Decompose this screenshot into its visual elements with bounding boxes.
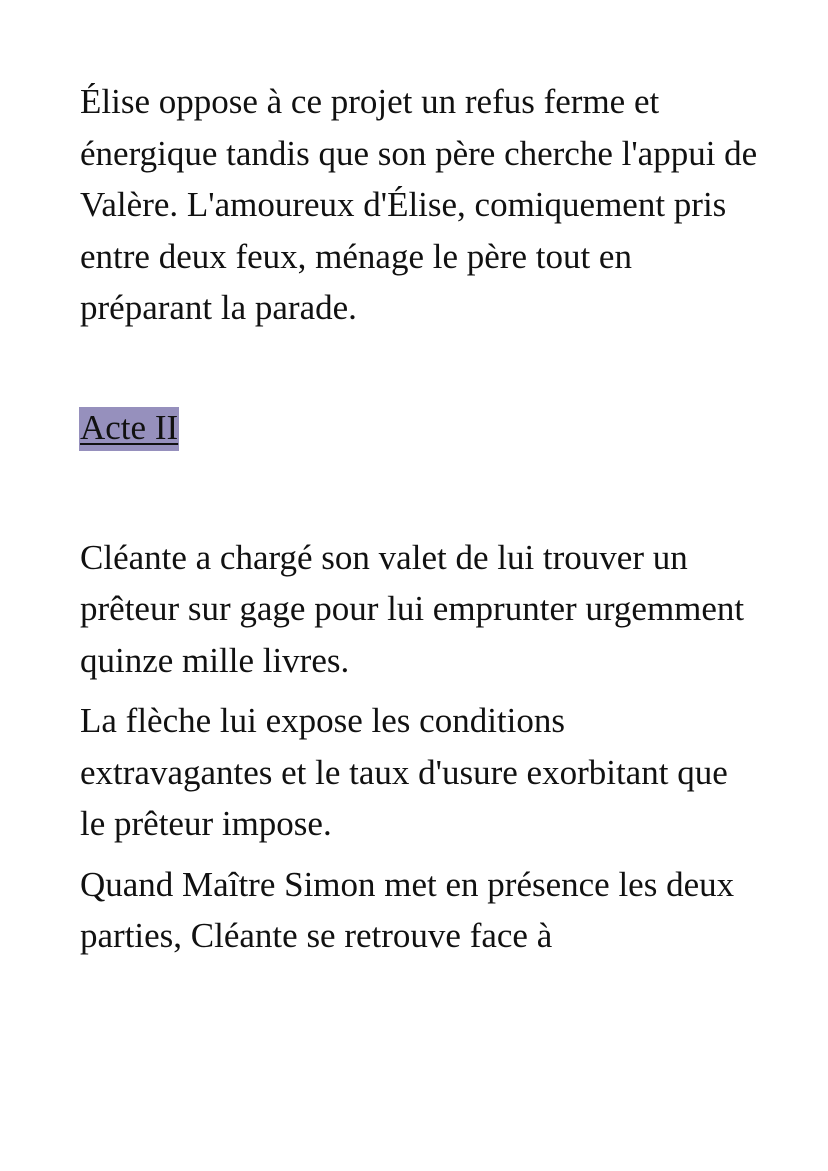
- document-page: [80, 76, 760, 962]
- act-heading[interactable]: Acte II: [79, 407, 179, 451]
- intro-paragraph: Élise oppose à ce projet un refus ferme et énergique tandis que son père cherche l'appui de Valère. L'amoureux d'Élise, comiquement pris entre deux feux, ménage le père tout en préparant la parade.: [80, 82, 758, 327]
- section-heading-container: [80, 407, 760, 459]
- paragraph-cleante: Cléante a chargé son valet de lui trouver un prêteur sur gage pour lui emprunter urgemment quinze mille livres.: [80, 537, 745, 680]
- act-ii-section: [80, 532, 760, 962]
- paragraph-maitre-simon: Quand Maître Simon met en présence les deux parties, Cléante se retrouve face à: [80, 864, 735, 955]
- paragraph-la-fleche: La flèche lui expose les conditions extravagantes et le taux d'usure exorbitant que le prêteur impose.: [80, 701, 728, 843]
